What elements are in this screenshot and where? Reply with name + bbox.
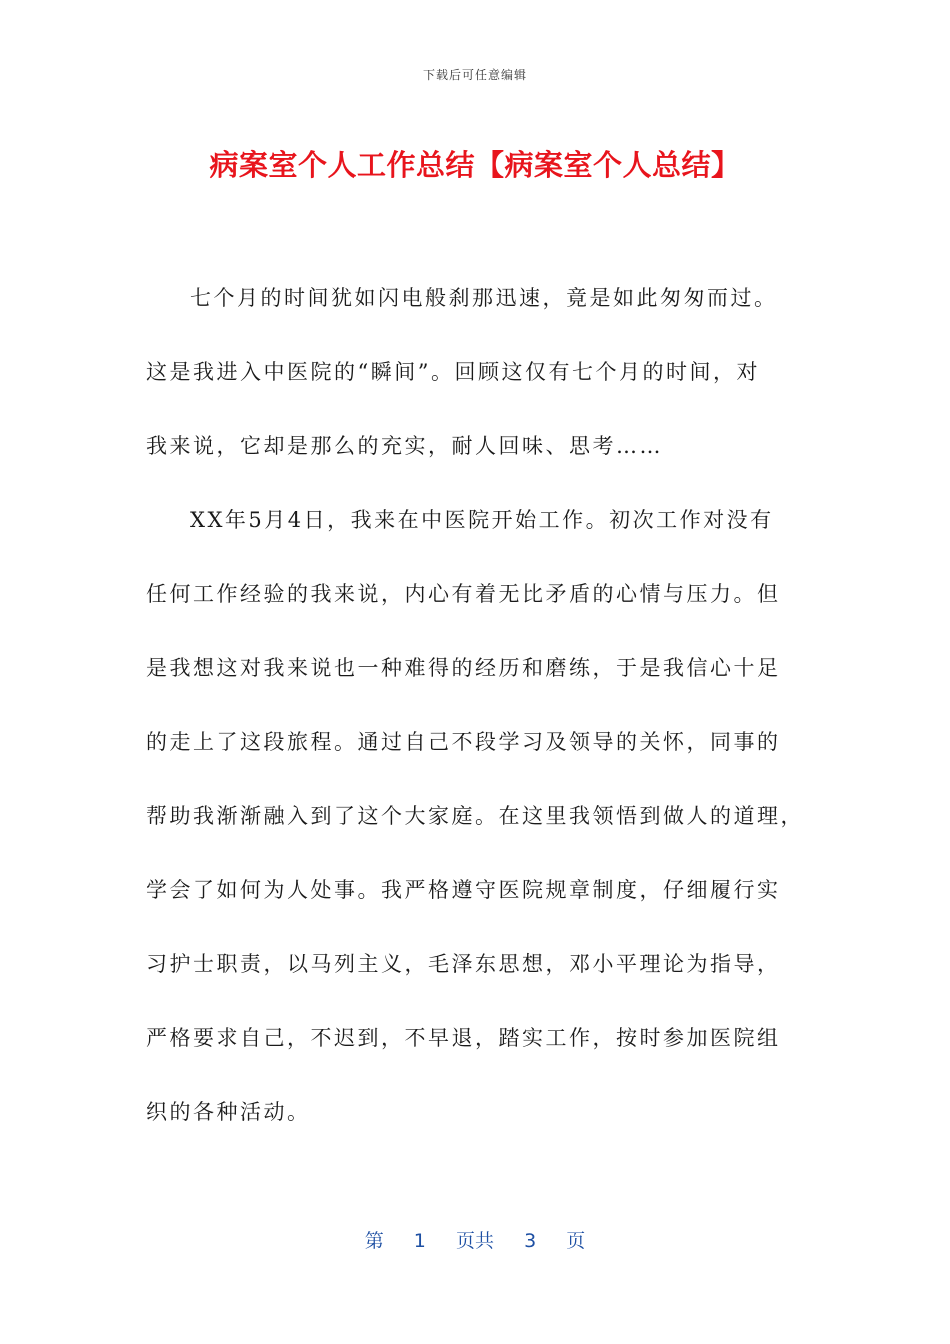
paragraph-line: XX年5月4日，我来在中医院开始工作。初次工作对没有 (190, 508, 774, 532)
paragraph-line: 任何工作经验的我来说，内心有着无比矛盾的心情与压力。但 (146, 582, 781, 606)
page-suffix: 页 (566, 1230, 586, 1252)
paragraph-line: 是我想这对我来说也一种难得的经历和磨练，于是我信心十足 (146, 656, 781, 680)
page-middle: 页共 (455, 1230, 494, 1252)
paragraph-line: 这是我进入中医院的“瞬间”。回顾这仅有七个月的时间，对 (146, 360, 760, 384)
document-title: 病案室个人工作总结【病案室个人总结】 (209, 148, 741, 182)
paragraph-line: 严格要求自己，不迟到，不早退，踏实工作，按时参加医院组 (146, 1026, 781, 1050)
body-paragraph-2 (146, 483, 808, 1149)
page-footer (0, 1226, 950, 1253)
paragraph-line: 帮助我渐渐融入到了这个大家庭。在这里我领悟到做人的道理， (146, 804, 804, 828)
page-total: 3 (524, 1230, 537, 1252)
paragraph-line: 七个月的时间犹如闪电般刹那迅速，竟是如此匆匆而过。 (190, 286, 778, 310)
page-prefix: 第 (364, 1230, 384, 1252)
paragraph-line: 织的各种活动。 (146, 1100, 311, 1124)
header-note: 下载后可任意编辑 (422, 68, 527, 82)
paragraph-line: 我来说，它却是那么的充实，耐人回味、思考…… (146, 434, 663, 458)
body-paragraph-1 (146, 261, 808, 483)
paragraph-line: 的走上了这段旅程。通过自己不段学习及领导的关怀，同事的 (146, 730, 781, 754)
paragraph-line: 学会了如何为人处事。我严格遵守医院规章制度，仔细履行实 (146, 878, 781, 902)
page-current: 1 (413, 1230, 426, 1252)
paragraph-line: 习护士职责，以马列主义，毛泽东思想，邓小平理论为指导， (146, 952, 781, 976)
